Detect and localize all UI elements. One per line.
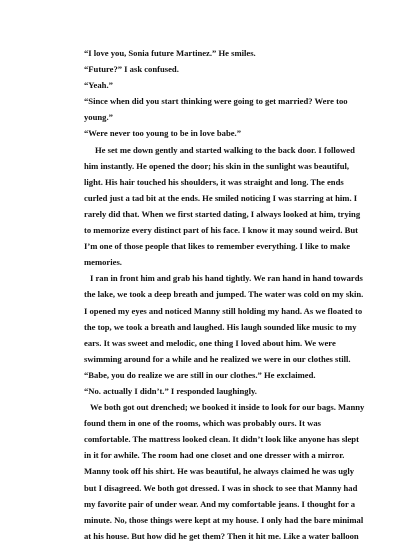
- text-line: “Future?” I ask confused.: [84, 64, 179, 75]
- text-line: “Yeah.”: [84, 80, 113, 91]
- text-line: “Babe, you do realize we are still in our clothes.” He exclaimed.: [84, 369, 316, 380]
- text-line: to memorize every distinct part of his face. I know it may sound weird. But: [84, 225, 359, 236]
- text-line: rarely did that. When we first started dating, I always looked at him, trying: [84, 208, 361, 219]
- text-line: I’m one of those people that likes to remember everything. I like to make: [84, 241, 351, 252]
- text-line: “Were never too young to be in love babe.”: [84, 128, 241, 139]
- text-line: curled just a tad bit at the ends. He smiled noticing I was starring at him. I: [84, 192, 358, 203]
- text-line: light. His hair touched his shoulders, it was straight and long. The ends: [84, 176, 344, 187]
- paragraph-first-line: We both got out drenched; we booked it inside to look for our bags. Manny: [90, 402, 365, 413]
- text-line: but I disagreed. We both got dressed. I was in shock to see that Manny had: [84, 482, 358, 493]
- text-line: ears. It was sweet and melodic, one thing I loved about him. We were: [84, 337, 336, 348]
- text-line: “I love you, Sonia future Martinez.” He smiles.: [84, 48, 256, 58]
- text-line: the top, we took a breath and laughed. His laugh sounded like music to my: [84, 321, 357, 332]
- text-line: found them in one of the rooms, which was probably ours. It was: [84, 418, 321, 429]
- paragraph-first-line: I ran in front him and grab his hand tightly. We ran hand in hand towards: [90, 273, 363, 284]
- text-line: young.”: [84, 112, 113, 123]
- text-line: him instantly. He opened the door; his skin in the sunlight was beautiful,: [84, 160, 350, 171]
- text-line: memories.: [84, 257, 122, 268]
- paragraph-first-line: He set me down gently and started walking to the back door. I followed: [95, 144, 355, 155]
- text-line: in it for awhile. The room had one closet and one dresser with a mirror.: [84, 450, 345, 461]
- text-line: minute. No, those things were kept at my house. I only had the bare minimal: [84, 514, 364, 525]
- text-line: I opened my eyes and noticed Manny still holding my hand. As we floated to: [84, 305, 363, 316]
- text-line: my favorite pair of under wear. And my comfortable jeans. I thought for a: [84, 498, 356, 509]
- text-line: Manny took off his shirt. He was beautiful, he always claimed he was ugly: [84, 466, 355, 477]
- text-line: swimming around for a while and he realized we were in our clothes still.: [84, 353, 351, 364]
- text-line: “No. actually I didn’t.” I responded laughingly.: [84, 385, 257, 396]
- text-line: “Since when did you start thinking were going to get married? Were too: [84, 96, 348, 107]
- text-line: comfortable. The mattress looked clean. It didn’t look like anyone has slept: [84, 434, 359, 445]
- text-line: at his house. But how did he get them? Then it hit me. Like a water balloon: [84, 530, 359, 541]
- text-line: the lake, we took a deep breath and jumped. The water was cold on my skin.: [84, 289, 364, 300]
